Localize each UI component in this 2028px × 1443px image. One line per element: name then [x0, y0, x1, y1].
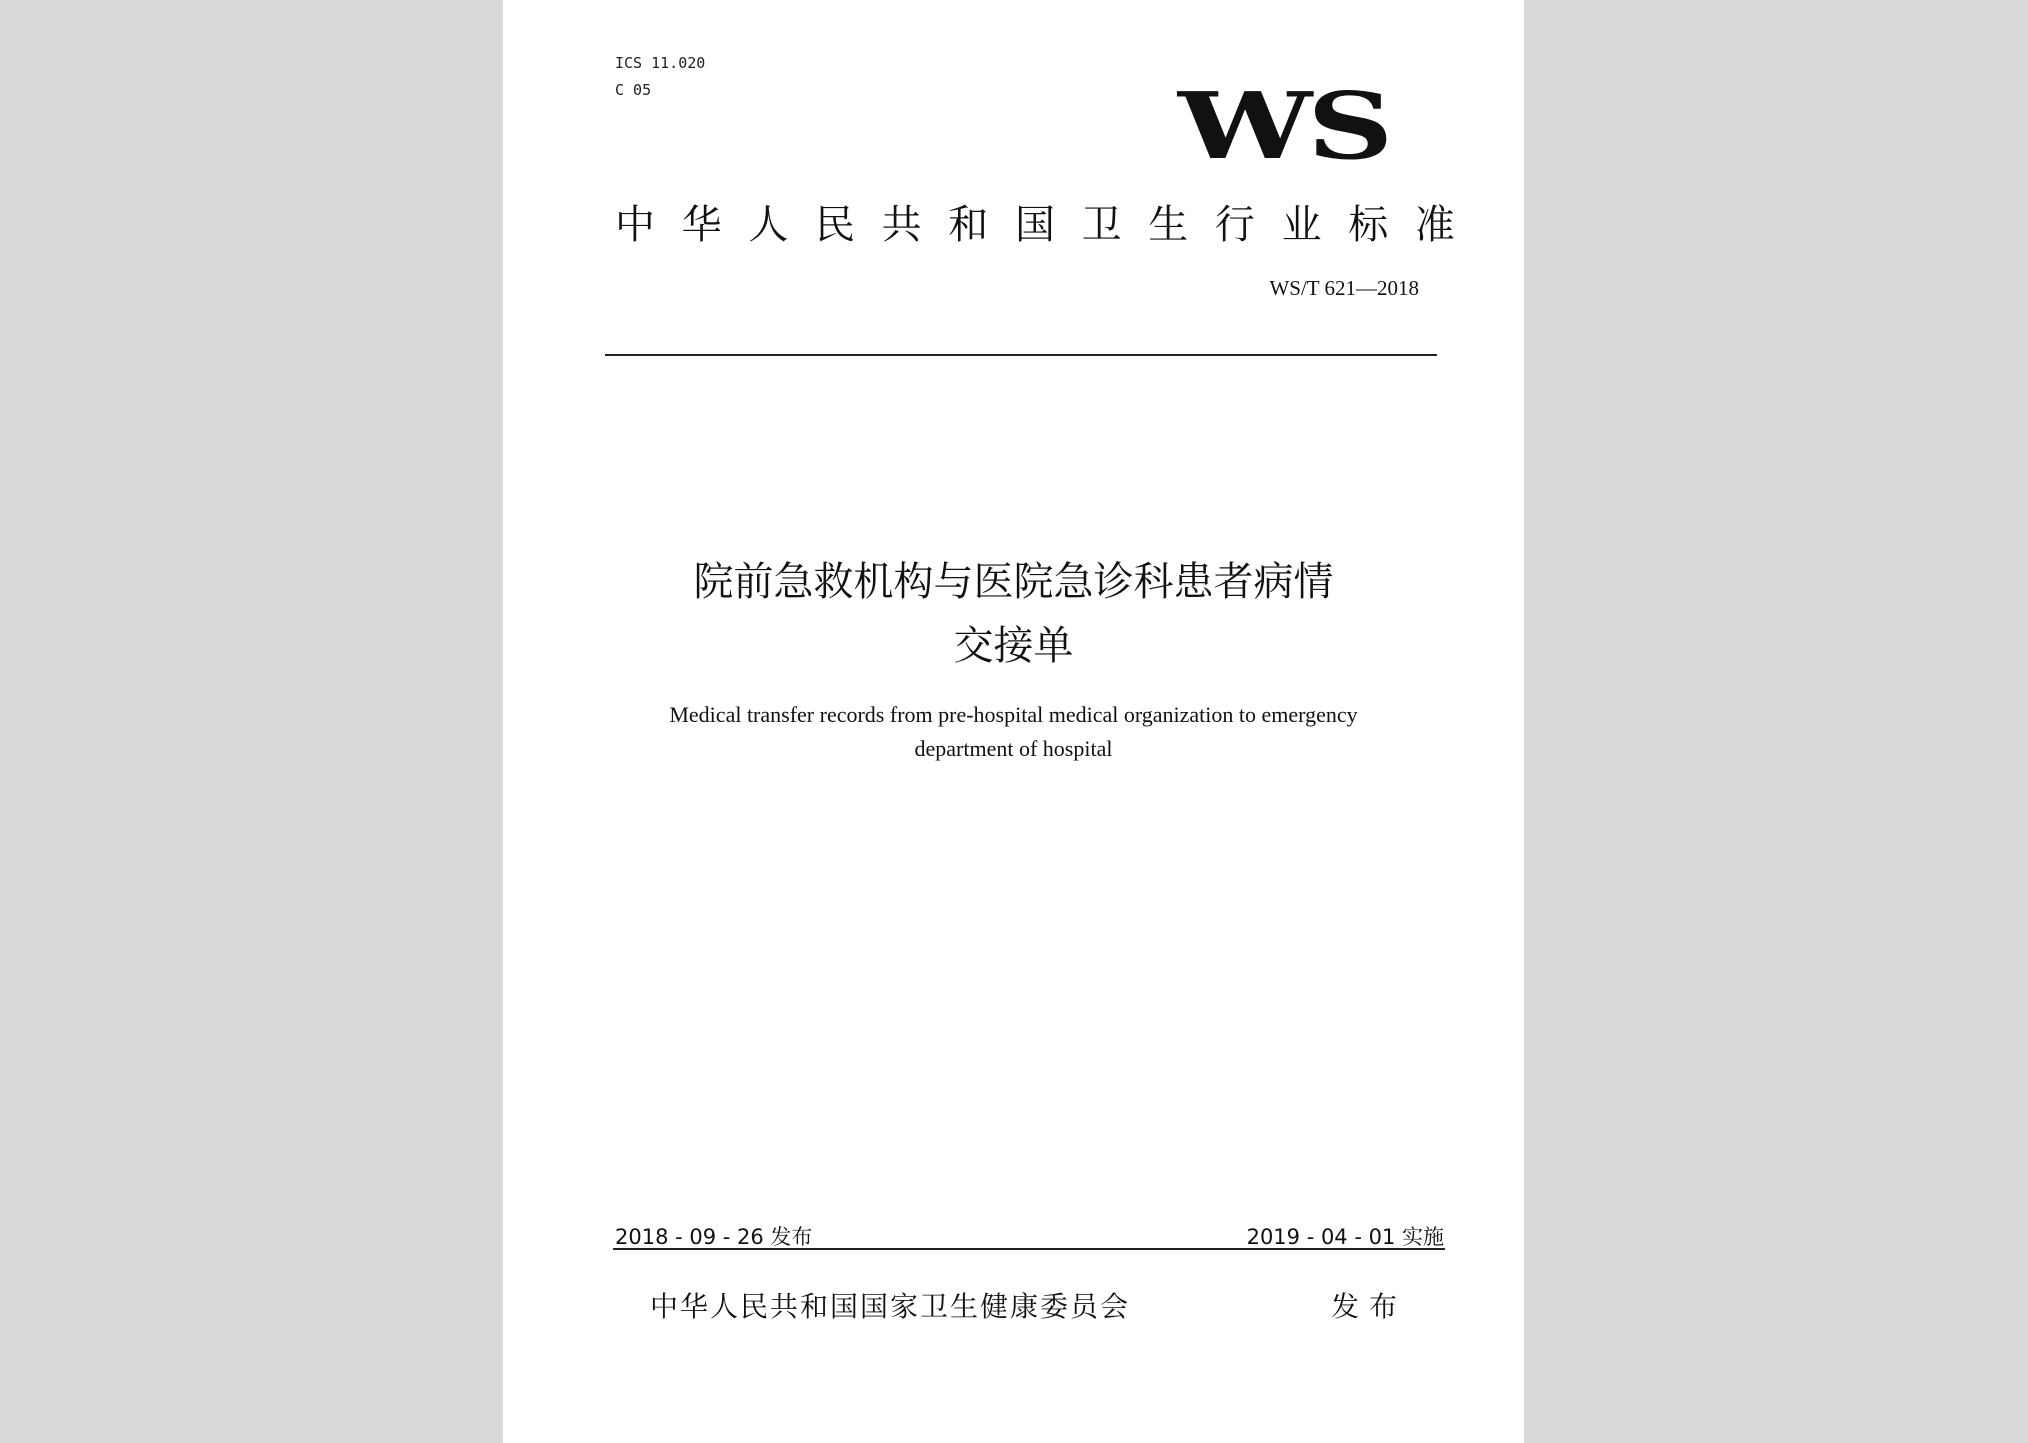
standard-title-char: 生: [1148, 202, 1189, 248]
document-page: [503, 0, 1524, 1443]
standard-title-char: 准: [1414, 202, 1455, 248]
publisher-name: 中华人民共和国国家卫生健康委员会: [650, 1290, 1131, 1323]
standard-title-char: 共: [881, 202, 922, 248]
standard-title-char: 国: [1014, 202, 1055, 248]
standard-title-char: 和: [948, 202, 989, 248]
classification-codes: [615, 50, 705, 104]
ccs-code: C 05: [615, 81, 652, 99]
chinese-title-line-1: 院前急救机构与医院急诊科患者病情: [693, 559, 1334, 605]
standard-title-char: 人: [748, 202, 789, 248]
publish-label: 发布: [1331, 1290, 1408, 1323]
chinese-title-line-2: 交接单: [953, 623, 1074, 669]
footer-divider: [613, 1248, 1445, 1250]
standard-title-char: 标: [1348, 202, 1389, 248]
release-date: 2018 - 09 - 26 发布: [615, 1225, 813, 1249]
standard-title-char: 华: [681, 202, 722, 248]
standard-title-char: 行: [1214, 202, 1255, 248]
standard-title-char: 卫: [1081, 202, 1122, 248]
chinese-title: [503, 550, 1524, 678]
ws-logo: WS: [1178, 72, 1389, 180]
english-title-line-1: Medical transfer records from pre-hospital medical organization to emergency: [669, 702, 1358, 727]
standard-title-char: 业: [1281, 202, 1322, 248]
implementation-date: 2019 - 04 - 01 实施: [1246, 1225, 1444, 1249]
standard-title-char: 中: [615, 202, 655, 248]
standard-title-char: 民: [814, 202, 855, 248]
header-divider: [605, 354, 1437, 356]
ics-code: ICS 11.020: [615, 54, 706, 72]
english-title: [503, 698, 1524, 766]
english-title-line-2: department of hospital: [914, 736, 1113, 761]
standard-number: WS/T 621—2018: [1269, 276, 1419, 300]
standard-title: [615, 193, 1455, 250]
